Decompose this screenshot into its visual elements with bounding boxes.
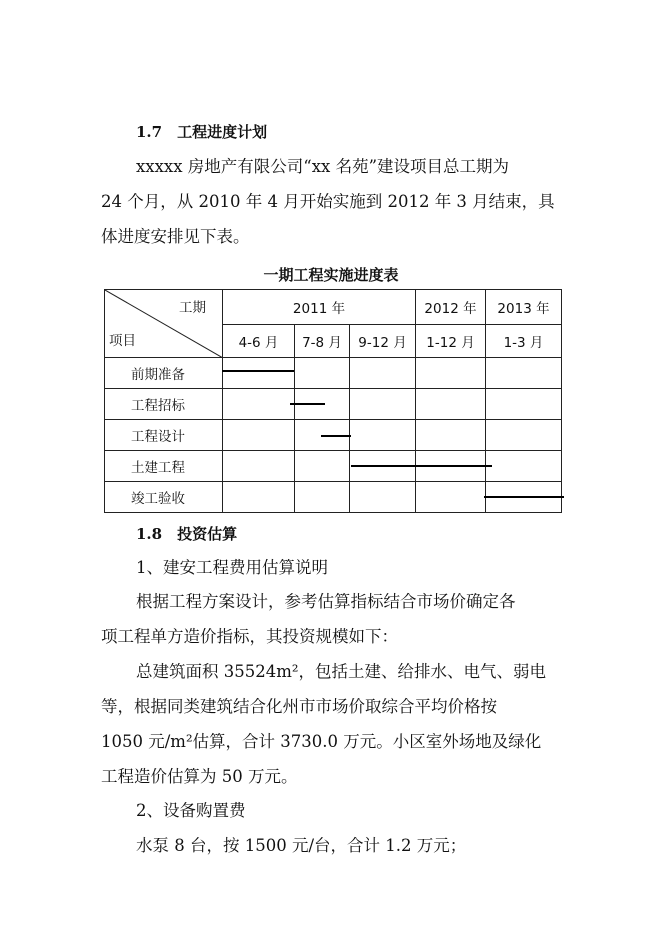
paragraph-line: 24 个月，从 2010 年 4 月开始实施到 2012 年 3 月结束，具	[101, 192, 555, 211]
task-label-construction: 土建工程	[105, 451, 223, 482]
table-title: 一期工程实施进度表	[263, 266, 399, 284]
schedule-table	[104, 289, 562, 513]
paragraph-line: 体进度安排见下表。	[101, 227, 250, 246]
section-1-7-heading: 1.7 工程进度计划	[136, 123, 268, 141]
task-label-bidding: 工程招标	[105, 389, 223, 420]
gantt-bar-construction	[351, 465, 492, 467]
year-header-2013: 2013 年	[486, 290, 562, 325]
gantt-bar-preparation	[222, 370, 294, 372]
table-corner-cell	[105, 290, 223, 358]
year-header-2011: 2011 年	[223, 290, 416, 325]
subheading-equipment-cost: 2、设备购置费	[136, 801, 246, 820]
paragraph-line: 水泵 8 台，按 1500 元/台，合计 1.2 万元；	[136, 836, 467, 855]
paragraph-line: 等，根据同类建筑结合化州市市场价取综合平均价格按	[101, 697, 497, 716]
subheading-construction-cost: 1、建安工程费用估算说明	[136, 558, 328, 577]
paragraph-line: 工程造价估算为 50 万元。	[101, 767, 298, 786]
gantt-bar-design	[321, 435, 351, 437]
gantt-bar-bidding	[290, 403, 325, 405]
period-header: 4-6 月	[223, 325, 295, 358]
period-header: 1-3 月	[486, 325, 562, 358]
paragraph-line: 根据工程方案设计，参考估算指标结合市场价确定各	[136, 592, 516, 611]
period-header: 1-12 月	[416, 325, 486, 358]
period-header: 9-12 月	[350, 325, 416, 358]
paragraph-line: xxxxx 房地产有限公司“xx 名苑”建设项目总工期为	[136, 157, 509, 176]
period-header: 7-8 月	[295, 325, 350, 358]
corner-label-item: 项目	[109, 333, 136, 349]
paragraph-line: 1050 元/m²估算，合计 3730.0 万元。小区室外场地及绿化	[101, 732, 542, 751]
section-1-8-heading: 1.8 投资估算	[136, 525, 238, 543]
task-label-acceptance: 竣工验收	[105, 482, 223, 513]
gantt-bar-acceptance	[484, 496, 564, 498]
paragraph-line: 总建筑面积 35524m²，包括土建、给排水、电气、弱电	[136, 662, 546, 681]
year-header-2012: 2012 年	[416, 290, 486, 325]
task-label-design: 工程设计	[105, 420, 223, 451]
paragraph-line: 项工程单方造价指标，其投资规模如下：	[101, 627, 398, 646]
corner-label-period: 工期	[179, 300, 206, 316]
task-label-preparation: 前期准备	[105, 358, 223, 389]
